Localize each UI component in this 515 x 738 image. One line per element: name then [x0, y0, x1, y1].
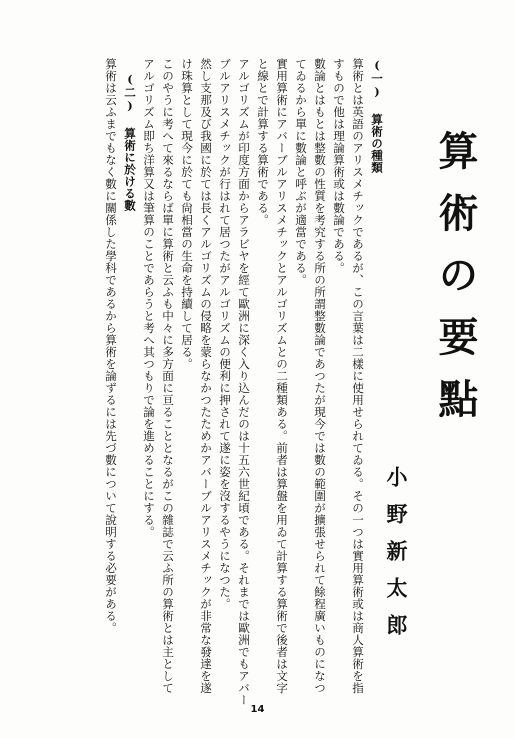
article-title: 算術の要點	[432, 130, 479, 440]
body-line: すもので他は理論算術或は數論である。	[332, 58, 346, 274]
author-name: 小野新太郎	[384, 466, 409, 651]
body-line: け珠算として現今に於ても尙相當の生命を持續して居る。	[180, 58, 194, 370]
body-line: ブルアリスメチックが行はれて居つたがアルゴリズムの便利に押されて遂に姿を沒するやうになつた。	[218, 58, 232, 610]
body-line: アルゴリズム即ち洋算又は筆算のことであらうと考へ其つもりで論を進めることにする。	[142, 58, 156, 538]
body-line: 然し支那及び我國に於ては長くアルゴリズムの侵略を蒙らなかつたためかアバーブルアリスメチックが非常な發達を遂	[199, 58, 213, 694]
body-line: 算術は云ふまでもなく數に關係した學科であるから算術を論ずるには先づ數について說明する必要がある。	[104, 58, 118, 634]
body-line: 實用算術にアバーブルアリスメチックとアルゴリズムとの二種類ある。前者は算盤を用ゐて計算する算術で後者は文字	[275, 58, 289, 694]
body-line: 數論とはもとは整數の性質を考究する所の所謂整數論であつたが現今では數の範圍が擴張せられて餘程廣いものになつ	[313, 58, 327, 694]
article-body	[50, 58, 384, 706]
page-number: 14	[250, 704, 265, 715]
section-heading: (一) 算術の種類	[370, 58, 384, 174]
body-line: 算術とは英語のアリスメチックであるが、この言葉は二樣に使用せられてゐる。その一つは實用算術或は商人算術を指	[351, 58, 365, 694]
body-line: アルゴリズムが印度方面からアラビヤを經て歐洲に深く入り込んだのは十五六世紀頃である。それまでは歐洲でもアバー	[237, 58, 251, 706]
section-heading: (二) 算術に於ける數	[123, 72, 137, 212]
body-line: と線とで計算する算術である。	[256, 58, 270, 226]
body-line: このやうに考へて來るならば單に算術と云ふも中々に多方面に亘ることとなるがこの雜誌で云ふ所の算術とは主として	[161, 58, 175, 694]
body-line: てゐるから單に數論と呼ぶが適當である。	[294, 58, 308, 286]
